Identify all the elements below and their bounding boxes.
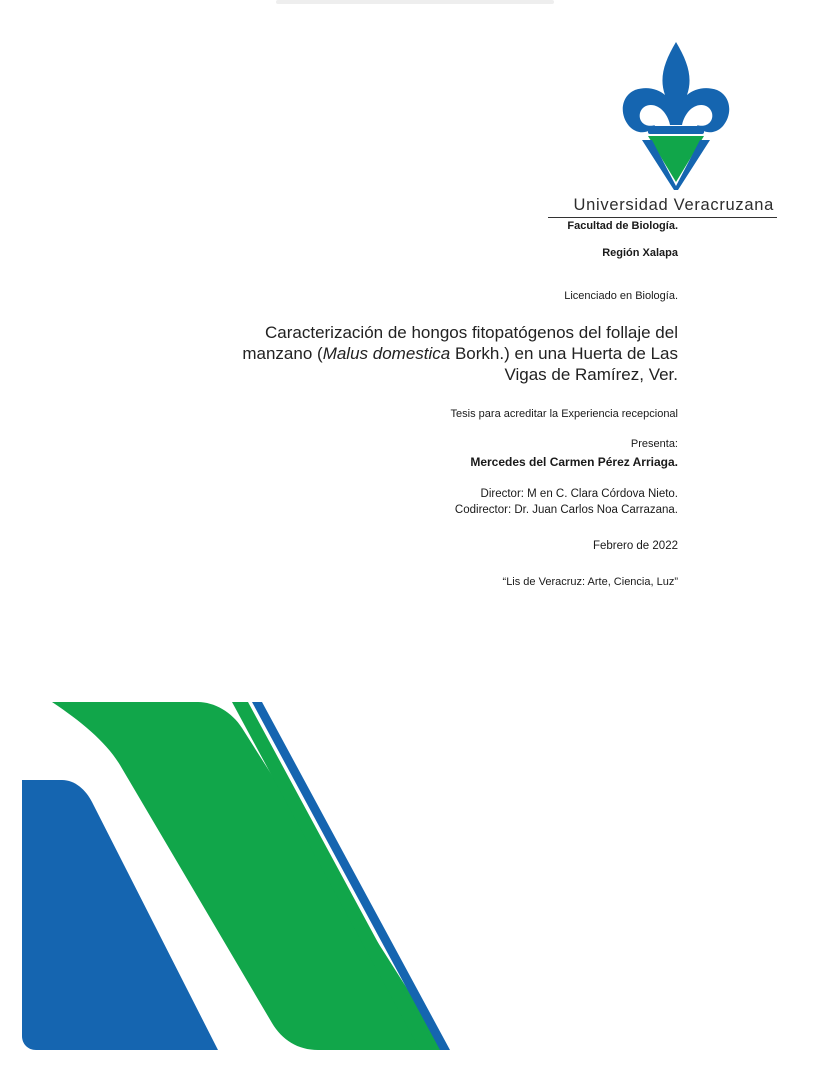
thesis-purpose: Tesis para acreditar la Experiencia recepcional [450,408,678,420]
logo-blue-lis [623,42,730,132]
faculty-label: Facultad de Biología. [567,220,678,232]
region-label: Región Xalapa [602,247,678,259]
footer-decorative-graphic [0,690,520,1073]
thesis-title [242,322,678,385]
thesis-title-line-1: Caracterización de hongos fitopatógenos del follaje del [265,323,678,342]
thesis-title-line-3: Vigas de Ramírez, Ver. [504,365,678,384]
thesis-title-line-2 [242,343,678,364]
thesis-date: Febrero de 2022 [592,540,678,552]
university-motto: “Lis de Veracruz: Arte, Ciencia, Luz” [502,576,678,588]
codirector-name: Codirector: Dr. Juan Carlos Noa Carrazana. [454,504,678,516]
university-name-rule [548,217,777,218]
director-name: Director: M en C. Clara Córdova Nieto. [480,488,678,500]
degree-label: Licenciado en Biología. [564,290,678,302]
title-text: manzano ( [242,344,323,363]
presents-label: Presenta: [630,438,678,450]
author-name: Mercedes del Carmen Pérez Arriaga. [470,455,678,469]
logo-blue-bar [648,126,704,134]
scan-edge-strip [276,0,554,4]
title-text: Borkh.) en una Huerta de Las [450,344,678,363]
university-name: Universidad Veracruzana [573,196,774,214]
flor-de-lis-icon [612,40,740,190]
species-name: Malus domestica [322,344,451,363]
